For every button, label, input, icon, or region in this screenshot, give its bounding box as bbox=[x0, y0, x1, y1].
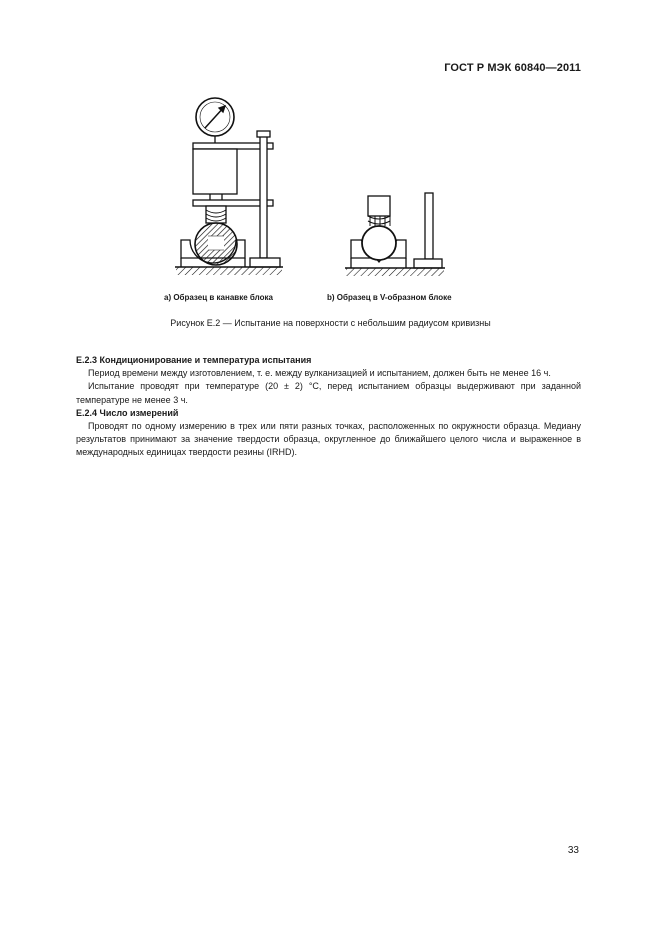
document-header: ГОСТ Р МЭК 60840—2011 bbox=[444, 62, 581, 74]
document-body bbox=[76, 354, 581, 460]
paragraph: Проводят по одному измерению в трех или пяти разных точках, расположенных по окружности образца. Медиану результатов принимают за значение твердости образца, округленное до ближайшего целого числа и выраженное в международных единицах твердости резины (IRHD). bbox=[76, 421, 581, 458]
figure-caption-b: b) Образец в V-образном блоке bbox=[327, 293, 452, 302]
figure-b-apparatus bbox=[345, 193, 445, 276]
figure-caption-a: a) Образец в канавке блока bbox=[164, 293, 273, 302]
figure-a-apparatus bbox=[175, 98, 283, 275]
paragraph: Период времени между изготовлением, т. е. между вулканизацией и испытанием, должен быть не менее 16 ч. bbox=[88, 368, 551, 379]
figure-title: Рисунок Е.2 — Испытание на поверхности с небольшим радиусом кривизны bbox=[170, 318, 491, 328]
section-heading: Е.2.3 Кондиционирование и температура испытания bbox=[76, 355, 312, 365]
page-number: 33 bbox=[567, 845, 579, 856]
section-heading: Е.2.4 Число измерений bbox=[76, 407, 179, 418]
paragraph: Испытание проводят при температуре (20 ± 2) °С, перед испытанием образцы выдерживают при заданной температуре не менее 3 ч. bbox=[76, 381, 581, 405]
figure-drawing bbox=[150, 88, 490, 288]
